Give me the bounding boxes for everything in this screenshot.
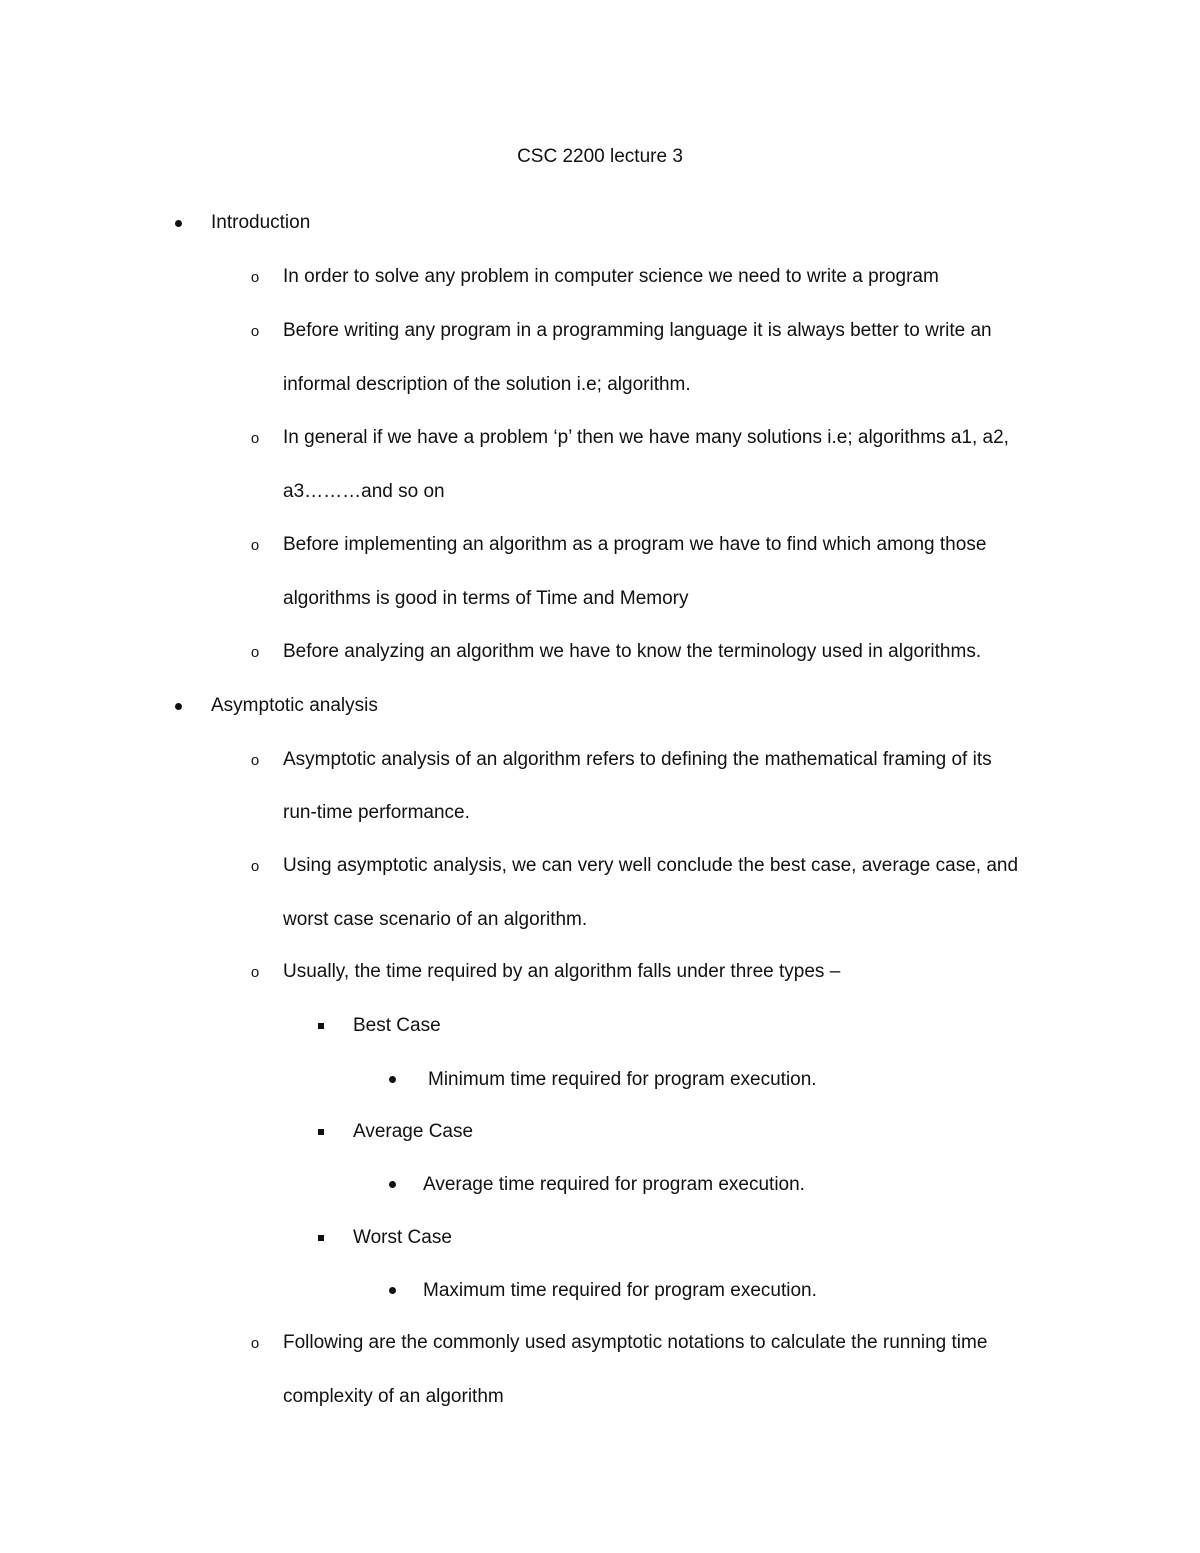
bullet-icon (389, 1181, 396, 1188)
list-item-continuation: complexity of an algorithm (283, 1386, 504, 1407)
bullet-icon (175, 703, 182, 710)
list-item-continuation: informal description of the solution i.e; algorithm. (283, 374, 691, 395)
section-heading-introduction: Introduction (211, 212, 311, 233)
circle-bullet-icon: o (250, 537, 260, 554)
bullet-icon (389, 1076, 396, 1083)
case-heading-worst: Worst Case (353, 1227, 452, 1248)
circle-bullet-icon: o (250, 323, 260, 340)
circle-bullet-icon: o (250, 269, 260, 286)
bullet-icon (175, 220, 182, 227)
case-description-average: Average time required for program execution. (423, 1174, 805, 1195)
bullet-icon (389, 1287, 396, 1294)
square-bullet-icon (318, 1023, 324, 1029)
section-heading-asymptotic-analysis: Asymptotic analysis (211, 695, 378, 716)
circle-bullet-icon: o (250, 1335, 260, 1352)
circle-bullet-icon: o (250, 964, 260, 981)
list-item: Usually, the time required by an algorithm falls under three types – (283, 961, 841, 982)
circle-bullet-icon: o (250, 752, 260, 769)
square-bullet-icon (318, 1129, 324, 1135)
list-item-continuation: algorithms is good in terms of Time and Memory (283, 588, 689, 609)
circle-bullet-icon: o (250, 644, 260, 661)
square-bullet-icon (318, 1235, 324, 1241)
circle-bullet-icon: o (250, 858, 260, 875)
list-item: Using asymptotic analysis, we can very well conclude the best case, average case, and (283, 855, 1019, 876)
list-item: Before implementing an algorithm as a program we have to find which among those (283, 534, 987, 555)
list-item-continuation: run-time performance. (283, 802, 470, 823)
list-item: Before analyzing an algorithm we have to know the terminology used in algorithms. (283, 641, 982, 662)
list-item: Asymptotic analysis of an algorithm refers to defining the mathematical framing of its (283, 749, 992, 770)
document-title: CSC 2200 lecture 3 (517, 146, 683, 167)
list-item: In general if we have a problem ‘p’ then we have many solutions i.e; algorithms a1, a2, (283, 427, 1009, 448)
list-item: Following are the commonly used asymptotic notations to calculate the running time (283, 1332, 988, 1353)
case-heading-best: Best Case (353, 1015, 441, 1036)
case-description-best: Minimum time required for program execution. (428, 1069, 817, 1090)
case-heading-average: Average Case (353, 1121, 474, 1142)
circle-bullet-icon: o (250, 430, 260, 447)
case-description-worst: Maximum time required for program execution. (423, 1280, 817, 1301)
list-item: In order to solve any problem in computer science we need to write a program (283, 266, 939, 287)
list-item: Before writing any program in a programming language it is always better to write an (283, 320, 992, 341)
list-item-continuation: a3………and so on (283, 481, 445, 502)
list-item-continuation: worst case scenario of an algorithm. (283, 909, 588, 930)
